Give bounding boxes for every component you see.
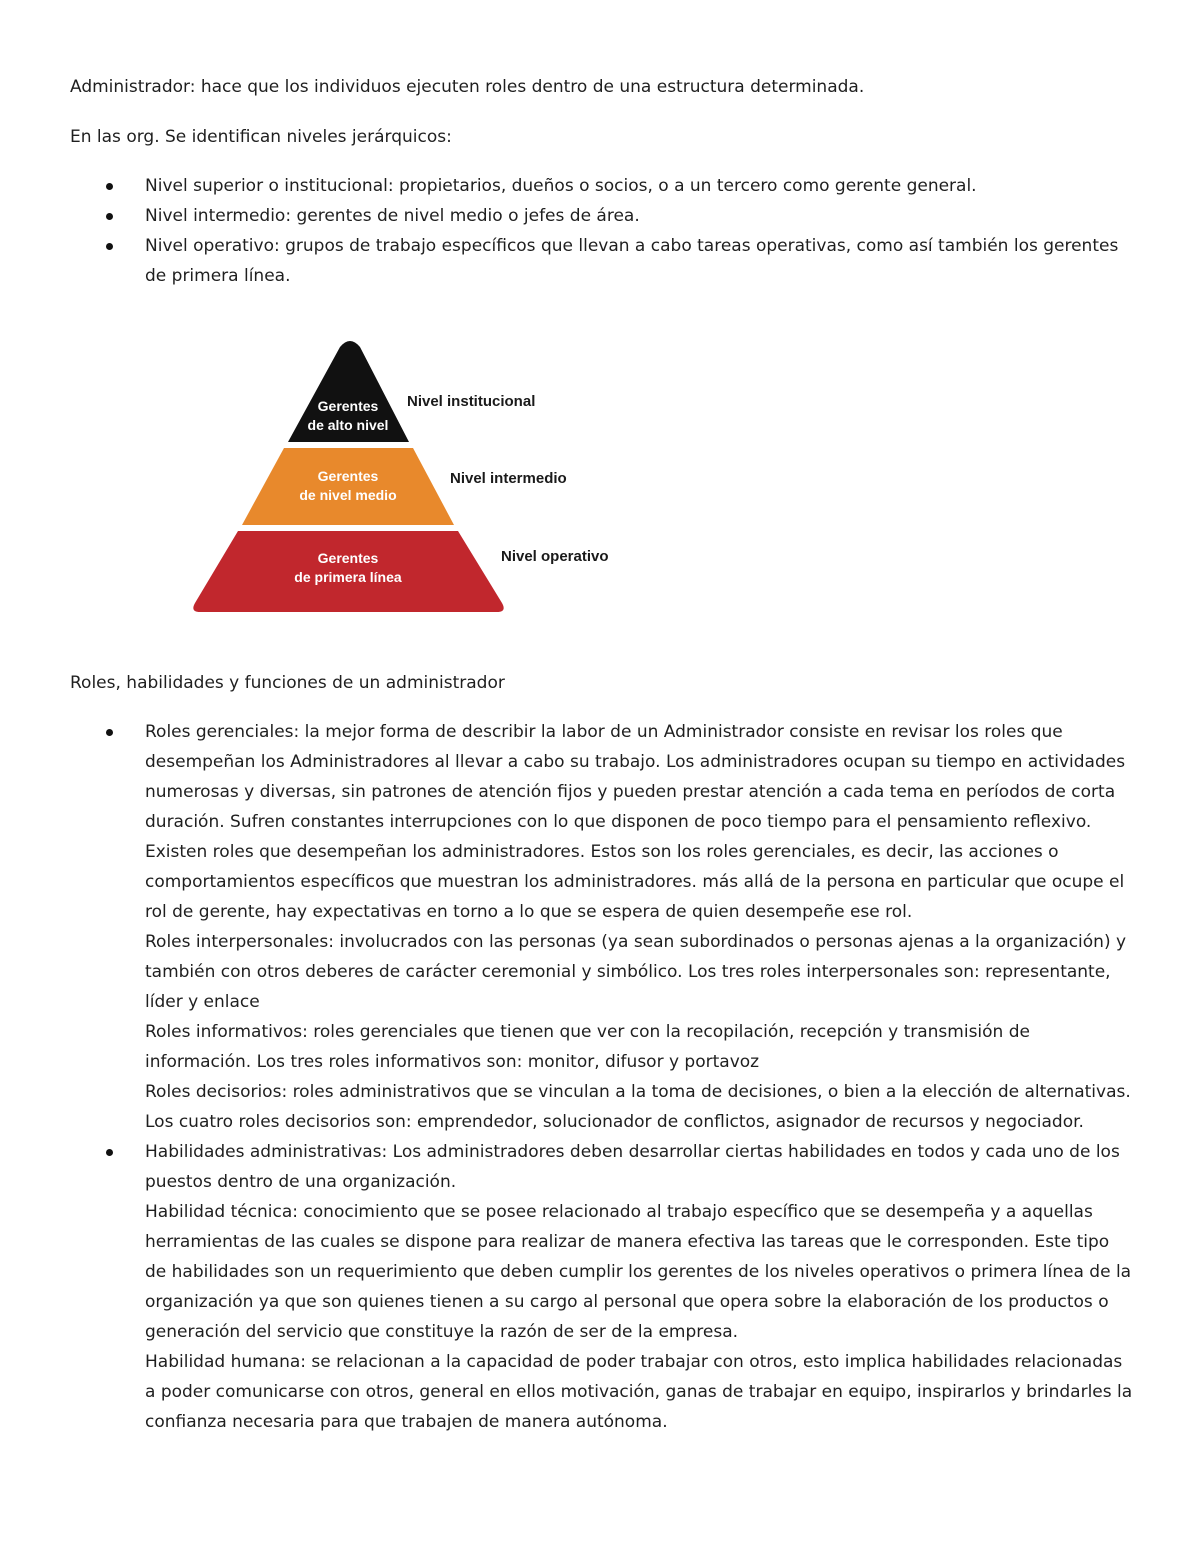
bullet-icon [106,1149,113,1156]
habilidad-tecnica-text: Habilidad técnica: conocimiento que se posee relacionado al trabajo específico que se desempeña y a aquellas herramientas de las cuales se dispone para realizar de manera efectiva las tareas que le corresponden. Este tipo de habilidades son un requerimiento que deben cumplir los gerentes de los niveles operativos o primera línea de la organización ya que son quienes tienen a su cargo al personal que opera sobre la elaboración de los productos o generación del servicio que constituye la razón de ser de la empresa. [145,1202,1132,1342]
list-item-text: Nivel operativo: grupos de trabajo específicos que llevan a cabo tareas operativas, como así también los gerentes de primera línea. [145,236,1119,286]
pyramid-top-label-2: de alto nivel [307,417,389,433]
habilidades-intro-text: Habilidades administrativas: Los administradores deben desarrollar ciertas habilidades en todos y cada uno de los puestos dentro de una organización. [145,1142,1120,1192]
roles-interpersonales-text: Roles interpersonales: involucrados con las personas (ya sean subordinados o personas ajenas a la organización) y también con otros deberes de carácter ceremonial y simbólico. Los tres roles interpersonales son: representante, líder y enlace [145,932,1127,1012]
list-item [0,1137,1135,1437]
list-item-text: Nivel intermedio: gerentes de nivel medio o jefes de área. [145,206,640,226]
roles-informativos-text: Roles informativos: roles gerenciales que tienen que ver con la recopilación, recepción y transmisión de información. Los tres roles informativos son: monitor, difusor y portavoz [145,1022,1030,1072]
bullet-icon [106,729,113,736]
pyramid-middle-label-2: de nivel medio [299,487,397,503]
bullet-icon [106,183,113,190]
roles-decisorios-text: Roles decisorios: roles administrativos que se vinculan a la toma de decisiones, o bien a la elección de alternativas. Los cuatro roles decisorios son: emprendedor, solucionador de conflictos, asignador de recursos y negociador. [145,1082,1131,1132]
list-item [0,171,1135,201]
list-item [0,201,1135,231]
pyramid-top-label-1: Gerentes [317,398,379,414]
list-item [0,717,1135,1137]
intro-line: Administrador: hace que los individuos ejecuten roles dentro de una estructura determinada. [70,77,865,97]
level-intermedio-label: Nivel intermedio [450,470,567,487]
list-item [0,231,1135,291]
pyramid-bottom-label-2: de primera línea [294,569,402,585]
hierarchy-pyramid [180,335,640,625]
level-institucional-label: Nivel institucional [407,393,536,410]
bullet-icon [106,213,113,220]
levels-list [0,171,1200,291]
roles-gerenciales-text: Roles gerenciales: la mejor forma de describir la labor de un Administrador consiste en revisar los roles que desempeñan los Administradores al llevar a cabo su trabajo. Los administradores ocupan su tiempo en actividades numerosas y diversas, sin patrones de atención fijos y pueden prestar atención a cada tema en períodos de corta duración. Sufren constantes interrupciones con lo que disponen de poco tiempo para el pensamiento reflexivo. Existen roles que desempeñan los administradores. Estos son los roles gerenciales, es decir, las acciones o comportamientos específicos que muestran los administradores. más allá de la persona en particular que ocupe el rol de gerente, hay expectativas en torno a lo que se espera de quien desempeñe ese rol. [145,722,1126,922]
levels-heading: En las org. Se identifican niveles jerárquicos: [70,127,452,147]
level-operativo-label: Nivel operativo [501,548,609,565]
habilidad-humana-text: Habilidad humana: se relacionan a la capacidad de poder trabajar con otros, esto implica habilidades relacionadas a poder comunicarse con otros, general en ellos motivación, ganas de trabajar en equipo, inspirarlos y brindarles la confianza necesaria para que trabajen de manera autónoma. [145,1352,1133,1432]
bullet-icon [106,243,113,250]
pyramid-middle-label-1: Gerentes [317,468,379,484]
list-item-text: Nivel superior o institucional: propietarios, dueños o socios, o a un tercero como gerente general. [145,176,977,196]
section-title: Roles, habilidades y funciones de un administrador [70,673,505,693]
roles-list [0,717,1200,1437]
pyramid-bottom-label-1: Gerentes [317,550,379,566]
